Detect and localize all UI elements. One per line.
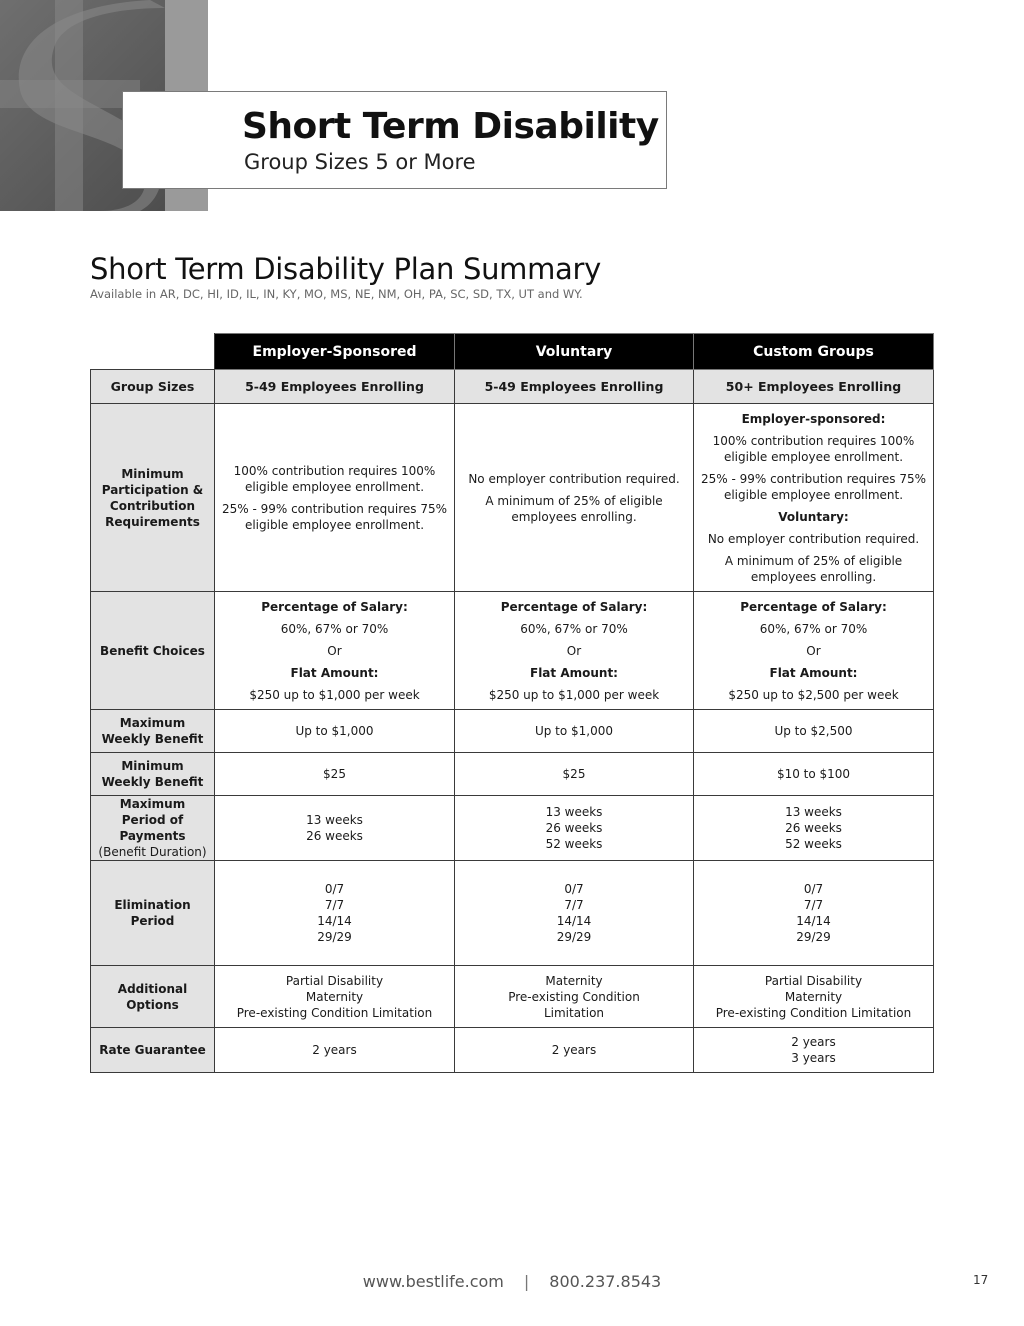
cell-subheading: Employer-sponsored: [741,411,886,426]
cell-min-weekly-voluntary: $25 [455,753,694,796]
cell-text: 3 years [791,1051,836,1065]
cell-max-period-voluntary [455,796,694,861]
cell-text: 26 weeks [545,821,603,835]
cell-text: 29/29 [317,930,352,944]
cell-elimination-employer [215,861,455,966]
cell-text: Partial Disability [764,973,863,988]
cell-text: $250 up to $1,000 per week [488,687,660,702]
cell-rate-custom [694,1028,934,1073]
row-label-participation: Minimum Participation & Contribution Requirements [91,404,215,592]
cell-subheading: Flat Amount: [769,665,858,680]
cell-subheading: Percentage of Salary: [500,599,648,614]
row-label-note: (Benefit Duration) [98,845,207,859]
cell-text: 7/7 [803,898,824,912]
row-label-elimination: Elimination Period [91,861,215,966]
cell-text: Maternity [784,989,843,1004]
section-title: Short Term Disability Plan Summary [90,252,602,286]
table-row-group-sizes [91,370,934,404]
cell-subheading: Flat Amount: [530,665,618,680]
cell-text: Partial Disability [285,973,384,988]
cell-additional-voluntary [455,966,694,1028]
cell-text: 13 weeks [785,805,842,819]
cell-text: 14/14 [796,914,831,928]
footer-separator: | [523,1272,530,1291]
cell-text: 13 weeks [545,805,603,819]
cell-text: 26 weeks [785,821,842,835]
cell-rate-voluntary: 2 years [455,1028,694,1073]
availability-note: Available in AR, DC, HI, ID, IL, IN, KY, MO, MS, NE, NM, OH, PA, SC, SD, TX, UT and WY. [90,287,583,301]
row-label-rate-guarantee: Rate Guarantee [91,1028,215,1073]
cell-max-weekly-custom: Up to $2,500 [694,710,934,753]
row-label-min-weekly: Minimum Weekly Benefit [91,753,215,796]
row-label-additional: Additional Options [91,966,215,1028]
column-header-employer: Employer-Sponsored [215,334,455,370]
row-label-benefit-choices: Benefit Choices [91,592,215,710]
page-title: Short Term Disability [242,106,659,147]
cell-participation-voluntary [455,404,694,592]
plan-summary-table [90,333,934,1073]
cell-group-sizes-custom: 50+ Employees Enrolling [694,370,934,404]
cell-text: Or [327,643,342,658]
cell-participation-employer [215,404,455,592]
cell-text: 60%, 67% or 70% [520,621,628,636]
cell-text: Or [806,643,821,658]
cell-text: 14/14 [556,914,592,928]
row-label-max-weekly: Maximum Weekly Benefit [91,710,215,753]
cell-subheading: Percentage of Salary: [740,599,887,614]
title-box [122,91,667,189]
phone-number[interactable]: 800.237.8543 [549,1272,662,1291]
cell-benefit-employer [215,592,455,710]
cell-additional-custom [694,966,934,1028]
row-label-max-period [91,796,215,861]
cell-max-weekly-employer: Up to $1,000 [215,710,455,753]
cell-max-period-custom [694,796,934,861]
cell-subheading: Percentage of Salary: [261,599,408,614]
cell-text: No employer contribution required. [468,471,680,486]
cell-text: Pre-existing Condition Limitation [236,1005,433,1020]
cell-min-weekly-custom: $10 to $100 [694,753,934,796]
cell-text: 60%, 67% or 70% [759,621,868,636]
cell-text: Limitation [543,1005,605,1020]
cell-text: No employer contribution required. [707,531,920,546]
cell-text: 14/14 [317,914,352,928]
table-row-additional [91,966,934,1028]
cell-text: 29/29 [796,930,831,944]
cell-text: $250 up to $2,500 per week [728,687,899,702]
cell-text: 100% contribution requires 100% eligible employee enrollment. [712,433,915,464]
cell-benefit-voluntary [455,592,694,710]
cell-text: Pre-existing Condition Limitation [715,1005,912,1020]
table-row-max-weekly [91,710,934,753]
cell-subheading: Voluntary: [778,509,849,524]
table-row-elimination [91,861,934,966]
header-blank-cell [91,334,215,370]
cell-text: 13 weeks [306,813,363,827]
cell-group-sizes-employer: 5-49 Employees Enrolling [215,370,455,404]
row-label-group-sizes: Group Sizes [91,370,215,404]
cell-text: A minimum of 25% of eligible employees enrolling. [485,493,663,524]
cell-additional-employer [215,966,455,1028]
cell-max-weekly-voluntary: Up to $1,000 [455,710,694,753]
cell-participation-custom [694,404,934,592]
website-link[interactable]: www.bestlife.com [362,1272,504,1291]
row-label-text: Maximum Period of Payments [119,797,186,843]
cell-text: 0/7 [564,882,584,896]
cell-text: $250 up to $1,000 per week [249,687,420,702]
cell-elimination-voluntary [455,861,694,966]
page-footer [0,1272,1024,1291]
cell-text: 25% - 99% contribution requires 75% eligible employee enrollment. [221,501,448,532]
cell-text: Maternity [545,973,603,988]
table-row-max-period [91,796,934,861]
table-row-rate-guarantee [91,1028,934,1073]
cell-text: 25% - 99% contribution requires 75% eligible employee enrollment. [700,471,927,502]
page-subtitle: Group Sizes 5 or More [244,150,476,174]
table-row-participation [91,404,934,592]
cell-text: Maternity [305,989,364,1004]
page-number: 17 [973,1273,989,1287]
cell-text: 60%, 67% or 70% [280,621,389,636]
cell-elimination-custom [694,861,934,966]
cell-text: 7/7 [564,898,584,912]
cell-text: 29/29 [556,930,592,944]
cell-text: 26 weeks [306,829,363,843]
cell-text: Pre-existing Condition [508,989,640,1004]
cell-text: 0/7 [803,882,824,896]
cell-text: 7/7 [324,898,345,912]
cell-max-period-employer [215,796,455,861]
table-row-benefit-choices [91,592,934,710]
cell-text: 0/7 [324,882,345,896]
cell-text: 52 weeks [785,837,842,851]
column-header-voluntary: Voluntary [455,334,694,370]
column-header-custom: Custom Groups [694,334,934,370]
cell-text: Or [566,643,582,658]
cell-group-sizes-voluntary: 5-49 Employees Enrolling [455,370,694,404]
cell-min-weekly-employer: $25 [215,753,455,796]
table-row-min-weekly [91,753,934,796]
cell-text: 2 years [791,1035,836,1049]
cell-rate-employer: 2 years [215,1028,455,1073]
cell-text: 52 weeks [545,837,603,851]
table-header-row [91,334,934,370]
cell-text: 100% contribution requires 100% eligible employee enrollment. [233,463,436,494]
cell-subheading: Flat Amount: [290,665,379,680]
cell-benefit-custom [694,592,934,710]
cell-text: A minimum of 25% of eligible employees enrolling. [724,553,903,584]
